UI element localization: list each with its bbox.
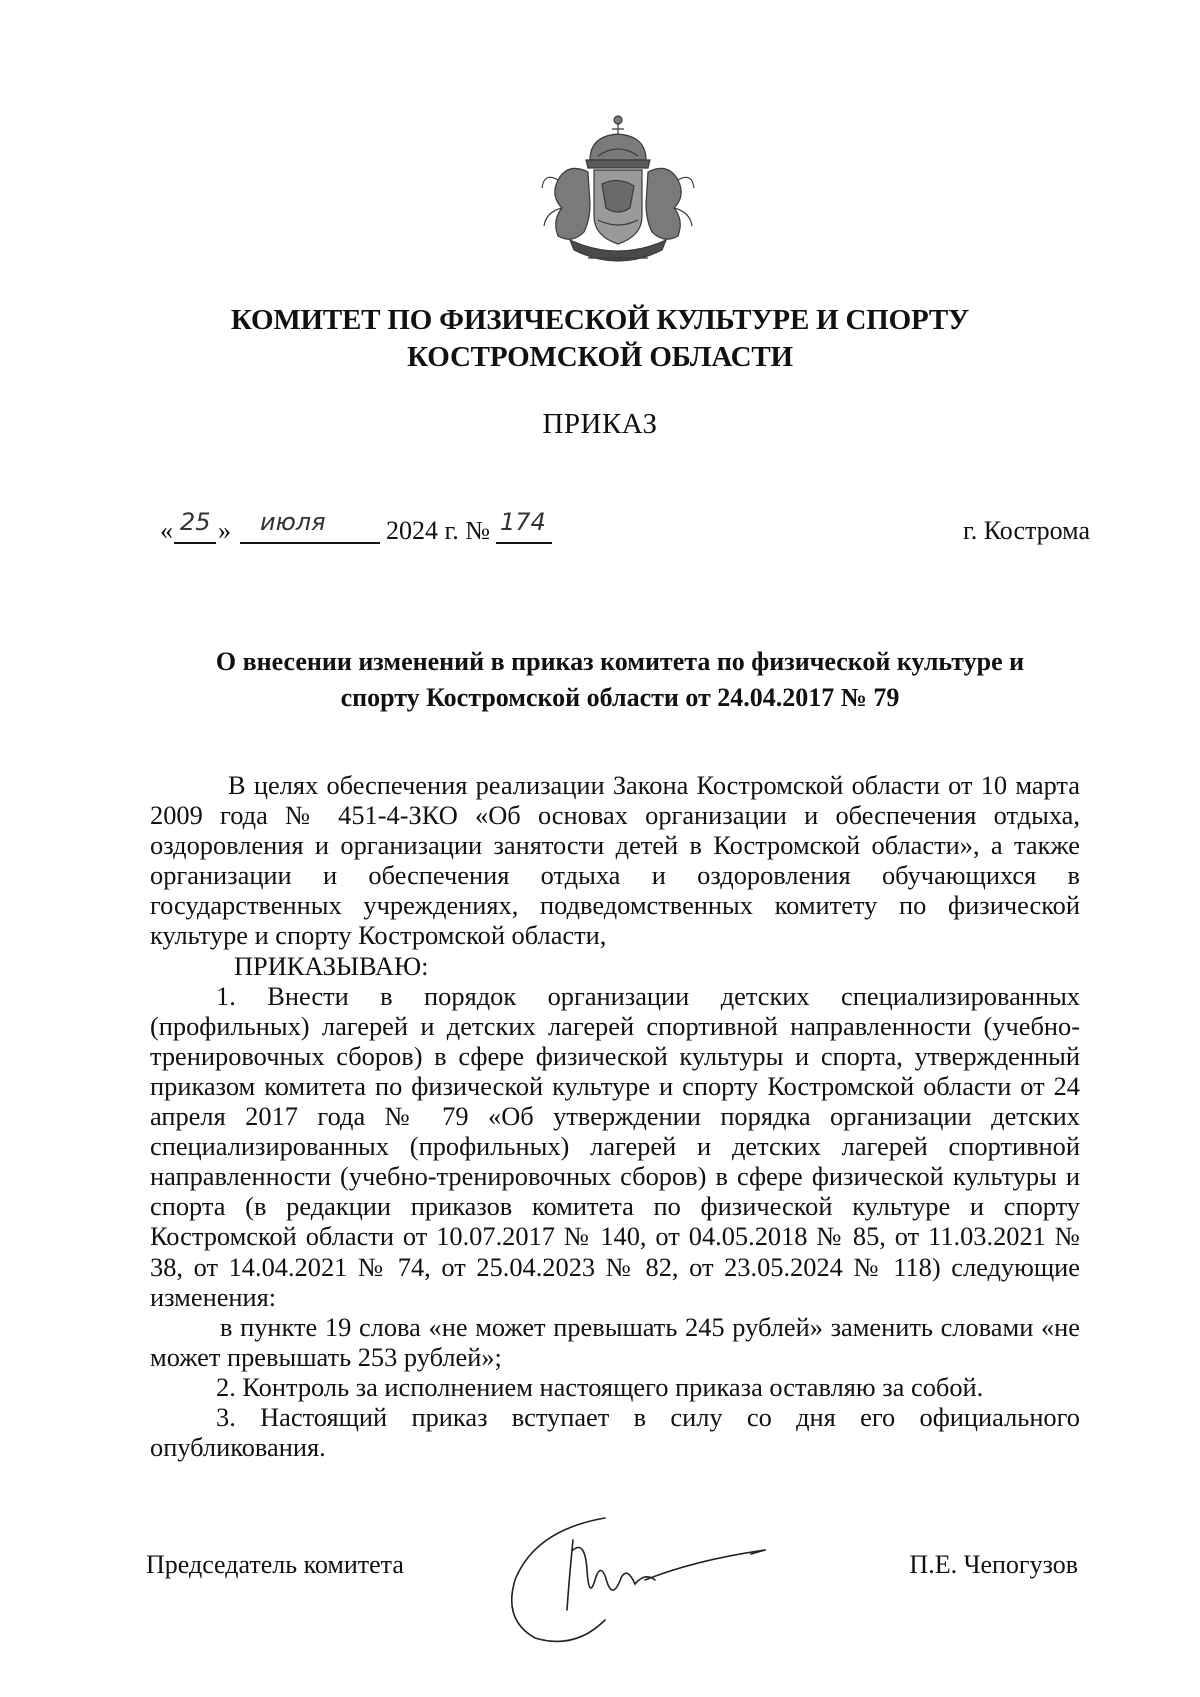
number-underline (496, 542, 552, 544)
preamble-paragraph: В целях обеспечения реализации Закона Костромской области от 10 марта 2009 года № 451-4-ЗКО «Об основах организации и обеспечения отдыха, оздоровления и организации занятости детей в Костромской области», а также организации и обеспечения отдыха и оздоровления обучающихся в государственных учреждениях, подведомственных комитету по физической культуре и спорту Костромской области, (150, 770, 1080, 951)
close-quote: » (218, 516, 231, 545)
item-3-paragraph: 3. Настоящий приказ вступает в силу со дня его официального опубликования. (150, 1401, 1080, 1463)
org-name-line2: КОСТРОМСКОЙ ОБЛАСТИ (407, 341, 793, 373)
handwritten-month: июля (260, 508, 326, 536)
date-number-line (160, 508, 1090, 552)
command-word: ПРИКАЗЫВАЮ: (234, 950, 429, 981)
organization-header (180, 302, 1020, 376)
handwritten-day: 25 (180, 508, 211, 536)
open-quote: « (160, 516, 173, 545)
day-underline (174, 542, 216, 544)
order-subject (160, 644, 1080, 716)
item-2-paragraph: 2. Контроль за исполнением настоящего приказа оставляю за собой. (216, 1371, 984, 1402)
signatory-name: П.Е. Чепогузов (909, 1550, 1078, 1579)
document-type: ПРИКАЗ (542, 408, 658, 440)
month-underline (240, 542, 380, 544)
kostroma-coat-of-arms-icon (528, 112, 708, 274)
subject-line2: спорту Костромской области от 24.04.2017 № 79 (340, 683, 900, 712)
item-1-paragraph: 1. Внести в порядок организации детских специализированных (профильных) лагерей и детских лагерей спортивной направленности (учебно-тренировочных сборов) в сфере физической культуры и спорта, утвержденный приказом комитета по физической культуре и спорту Костромской области от 24 апреля 2017 года № 79 «Об утверждении порядка организации детских специализированных (профильных) лагерей и детских лагерей спортивной направленности (учебно-тренировочных сборов) в сфере физической культуры и спорта (в редакции приказов комитета по физической культуре и спорту Костромской области от 10.07.2017 № 140, от 04.05.2018 № 85, от 11.03.2021 № 38, от 14.04.2021 № 74, от 25.04.2023 № 82, от 23.05.2024 № 118) следующие изменения: (150, 980, 1080, 1312)
city: г. Кострома (963, 516, 1090, 545)
order-body (150, 770, 1080, 1462)
subject-line1: О внесении изменений в приказ комитета по физической культуре и (215, 647, 1025, 676)
year-and-number-label: 2024 г. № (386, 516, 491, 545)
signatory-position: Председатель комитета (146, 1550, 404, 1579)
org-name-line1: КОМИТЕТ ПО ФИЗИЧЕСКОЙ КУЛЬТУРЕ И СПОРТУ (230, 304, 970, 336)
item-1-subparagraph: в пункте 19 слова «не может превышать 245 рублей» заменить словами «не может превышать 253 рублей»; (150, 1311, 1080, 1372)
handwritten-signature (495, 1510, 825, 1660)
handwritten-number: 174 (500, 508, 546, 536)
